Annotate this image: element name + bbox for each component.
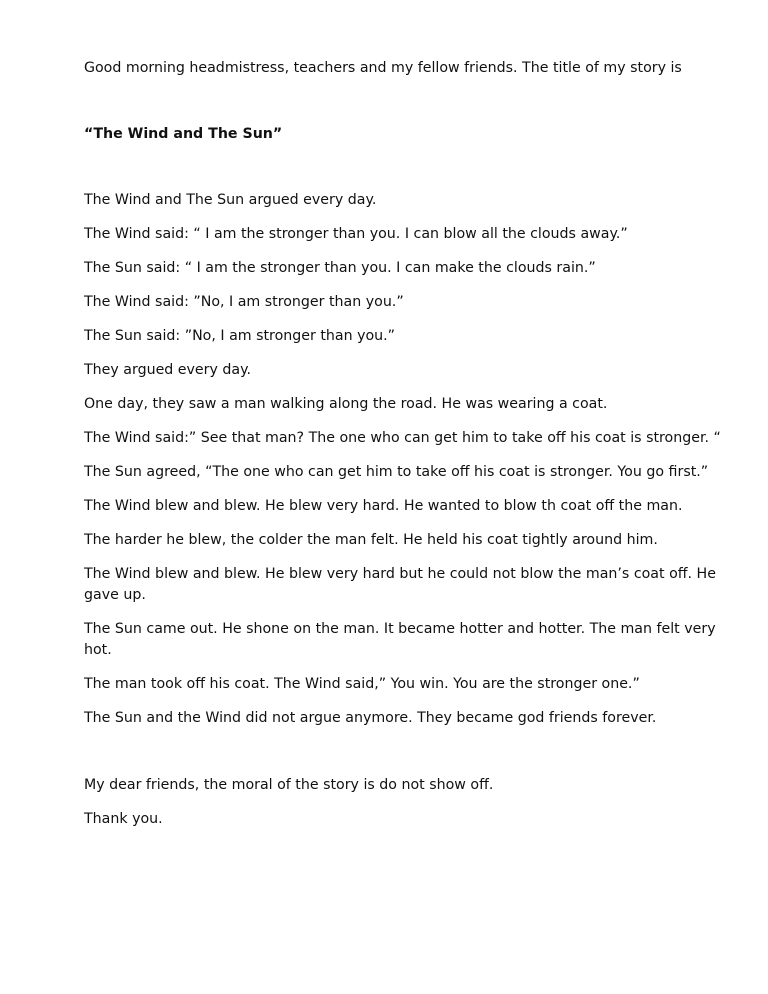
thank-you-text: Thank you. <box>84 811 163 827</box>
story-paragraph: One day, they saw a man walking along the road. He was wearing a coat. <box>84 396 608 412</box>
story-paragraph: The Wind and The Sun argued every day. <box>84 192 377 208</box>
story-paragraph: The man took off his coat. The Wind said,” You win. You are the stronger one.” <box>84 676 640 692</box>
story-paragraph: The Wind said:” See that man? The one who can get him to take off his coat is stronger. “ <box>84 430 721 446</box>
story-paragraph: They argued every day. <box>84 362 251 378</box>
story-paragraph: The Wind blew and blew. He blew very hard. He wanted to blow th coat off the man. <box>84 498 683 514</box>
story-paragraph: The Wind blew and blew. He blew very hard but he could not blow the man’s coat off. He gave up. <box>84 566 716 603</box>
document-page <box>84 58 728 843</box>
story-paragraph: The Sun agreed, “The one who can get him to take off his coat is stronger. You go first.” <box>84 464 709 480</box>
story-paragraph: The Sun came out. He shone on the man. It became hotter and hotter. The man felt very hot. <box>84 621 716 658</box>
intro-text: Good morning headmistress, teachers and my fellow friends. The title of my story is <box>84 60 682 76</box>
story-paragraph: The harder he blew, the colder the man felt. He held his coat tightly around him. <box>84 532 658 548</box>
moral-text: My dear friends, the moral of the story is do not show off. <box>84 777 494 793</box>
story-paragraph: The Sun and the Wind did not argue anymore. They became god friends forever. <box>84 710 657 726</box>
story-paragraph: The Wind said: “ I am the stronger than you. I can blow all the clouds away.” <box>84 226 628 242</box>
story-paragraph: The Wind said: ”No, I am stronger than you.” <box>84 294 404 310</box>
story-paragraph: The Sun said: “ I am the stronger than you. I can make the clouds rain.” <box>84 260 596 276</box>
story-title: “The Wind and The Sun” <box>84 126 283 142</box>
story-paragraph: The Sun said: ”No, I am stronger than you.” <box>84 328 396 344</box>
